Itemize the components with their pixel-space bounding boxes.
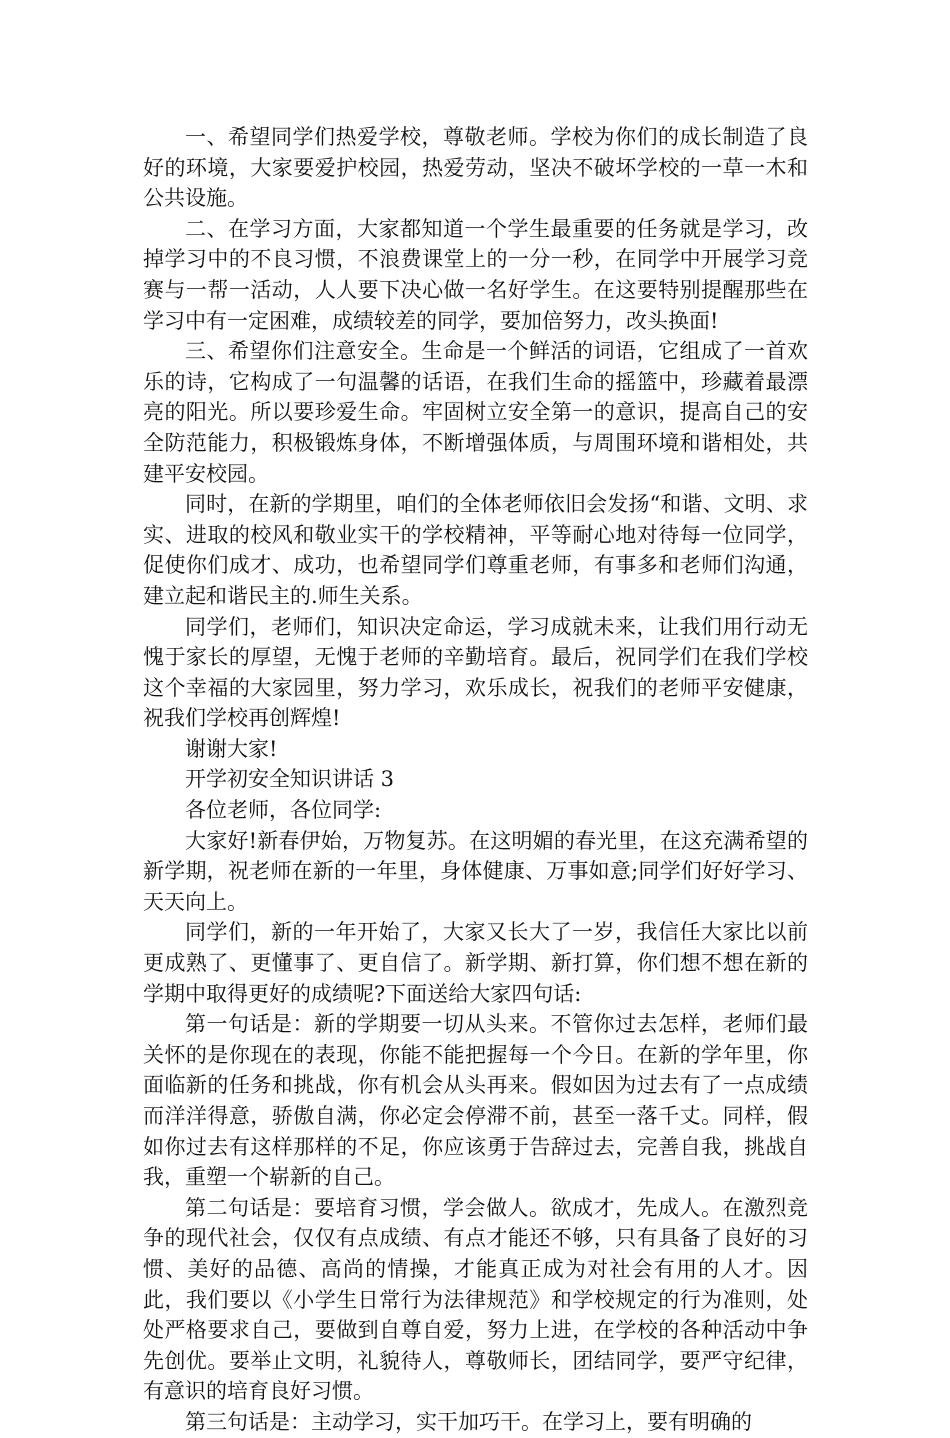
section-title: 开学初安全知识讲话 3 (185, 767, 395, 792)
document-body (143, 122, 808, 1438)
paragraph-salutation: 各位老师，各位同学: (185, 798, 382, 823)
paragraph-greeting: 大家好!新春伊始，万物复苏。在这明媚的春光里，在这充满希望的新学期，祝老师在新的一年里，身体健康、万事如意;同学们好好学习、天天向上。 (143, 828, 808, 914)
paragraph-thanks: 谢谢大家! (185, 736, 278, 761)
paragraph-school-love: 一、希望同学们热爱学校，尊敬老师。学校为你们的成长制造了良好的环境，大家要爱护校园，热爱劳动，坚决不破坏学校的一草一木和公共设施。 (143, 125, 808, 211)
paragraph-first-saying: 第一句话是：新的学期要一切从头来。不管你过去怎样，老师们最关怀的是你现在的表现，你能不能把握每一个今日。在新的学年里，你面临新的任务和挑战，你有机会从头再来。假如因为过去有了一点成绩而洋洋得意，骄傲自满，你必定会停滞不前，甚至一落千丈。同样，假如你过去有这样那样的不足，你应该勇于告辞过去，完善自我，挑战自我，重塑一个崭新的自己。 (143, 1012, 808, 1190)
paragraph-new-year: 同学们，新的一年开始了，大家又长大了一岁，我信任大家比以前更成熟了、更懂事了、更自信了。新学期、新打算，你们想不想在新的学期中取得更好的成绩呢?下面送给大家四句话: (143, 920, 808, 1006)
paragraph-teachers: 同时，在新的学期里，咱们的全体老师依旧会发扬“和谐、文明、求实、进取的校风和敬业实干的学校精神，平等耐心地对待每一位同学，促使你们成才、成功，也希望同学们尊重老师，有事多和老师们沟通，建立起和谐民主的.师生关系。 (143, 492, 808, 608)
paragraph-study: 二、在学习方面，大家都知道一个学生最重要的任务就是学习，改掉学习中的不良习惯，不浪费课堂上的一分一秒，在同学中开展学习竞赛与一帮一活动，人人要下决心做一名好学生。在这要特别提醒那些在学习中有一定困难，成绩较差的同学，要加倍努力，改头换面! (143, 216, 808, 333)
paragraph-closing: 同学们，老师们，知识决定命运，学习成就未来，让我们用行动无愧于家长的厚望，无愧于老师的辛勤培育。最后，祝同学们在我们学校这个幸福的大家园里，努力学习，欢乐成长，祝我们的老师平安健康，祝我们学校再创辉煌! (143, 614, 808, 731)
paragraph-safety: 三、希望你们注意安全。生命是一个鲜活的词语，它组成了一首欢乐的诗，它构成了一句温馨的话语，在我们生命的摇篮中，珍藏着最漂亮的阳光。所以要珍爱生命。牢固树立安全第一的意识，提高自己的安全防范能力，积极锻炼身体，不断增强体质，与周围环境和谐相处，共建平安校园。 (143, 339, 808, 486)
paragraph-second-saying: 第二句话是：要培育习惯，学会做人。欲成才，先成人。在激烈竞争的现代社会，仅仅有点成绩、有点才能还不够，只有具备了良好的习惯、美好的品德、高尚的情操，才能真正成为对社会有用的人才。因此，我们要以《小学生日常行为法律规范》和学校规定的行为准则，处处严格要求自己，要做到自尊自爱，努力上进，在学校的各种活动中争先创优。要举止文明，礼貌待人，尊敬师长，团结同学，要严守纪律，有意识的培育良好习惯。 (143, 1195, 808, 1404)
paragraph-third-saying: 第三句话是：主动学习，实干加巧干。在学习上，要有明确的 (185, 1409, 752, 1434)
